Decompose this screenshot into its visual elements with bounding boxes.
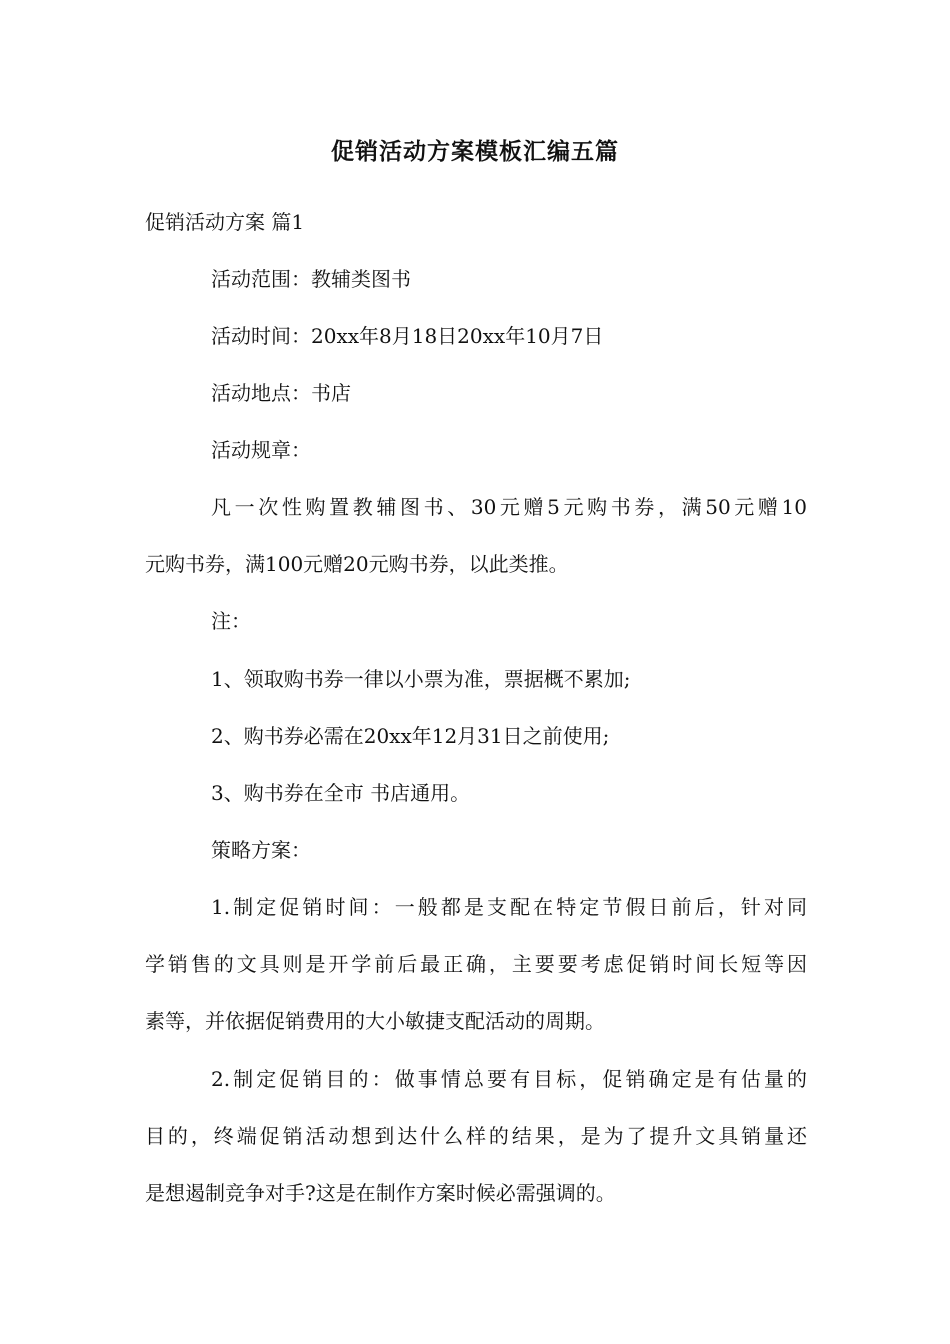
activity-location: 活动地点：书店 [211, 381, 351, 405]
strategy-paragraph-line: 是想遏制竞争对手?这是在制作方案时候必需强调的。 [145, 1181, 616, 1205]
note-item: 2、购书券必需在20xx年12月31日之前使用; [211, 724, 610, 748]
strategy-paragraph-line: 1.制定促销时间：一般都是支配在特定节假日前后，针对同 [211, 895, 807, 919]
strategy-paragraph-line: 目的，终端促销活动想到达什么样的结果，是为了提升文具销量还 [145, 1124, 807, 1148]
note-item: 3、购书券在全市 书店通用。 [211, 781, 471, 805]
note-heading: 注： [211, 609, 251, 633]
strategy-paragraph-line: 素等，并依据促销费用的大小敏捷支配活动的周期。 [145, 1009, 605, 1033]
rules-heading: 活动规章： [211, 438, 311, 462]
note-item: 1、领取购书券一律以小票为准，票据概不累加; [211, 667, 631, 691]
strategy-paragraph-line: 2.制定促销目的：做事情总要有目标，促销确定是有估量的 [211, 1067, 807, 1091]
activity-time: 活动时间：20xx年8月18日20xx年10月7日 [211, 324, 604, 348]
activity-scope: 活动范围：教辅类图书 [211, 267, 411, 291]
document-title: 促销活动方案模板汇编五篇 [331, 138, 619, 165]
strategy-paragraph-line: 学销售的文具则是开学前后最正确，主要要考虑促销时间长短等因 [145, 952, 807, 976]
section-heading: 促销活动方案 篇1 [145, 210, 305, 234]
rules-paragraph-line: 元购书券，满100元赠20元购书券，以此类推。 [145, 552, 569, 576]
rules-paragraph-line: 凡一次性购置教辅图书、30元赠5元购书券，满50元赠10 [211, 495, 807, 519]
strategy-heading: 策略方案： [211, 838, 311, 862]
